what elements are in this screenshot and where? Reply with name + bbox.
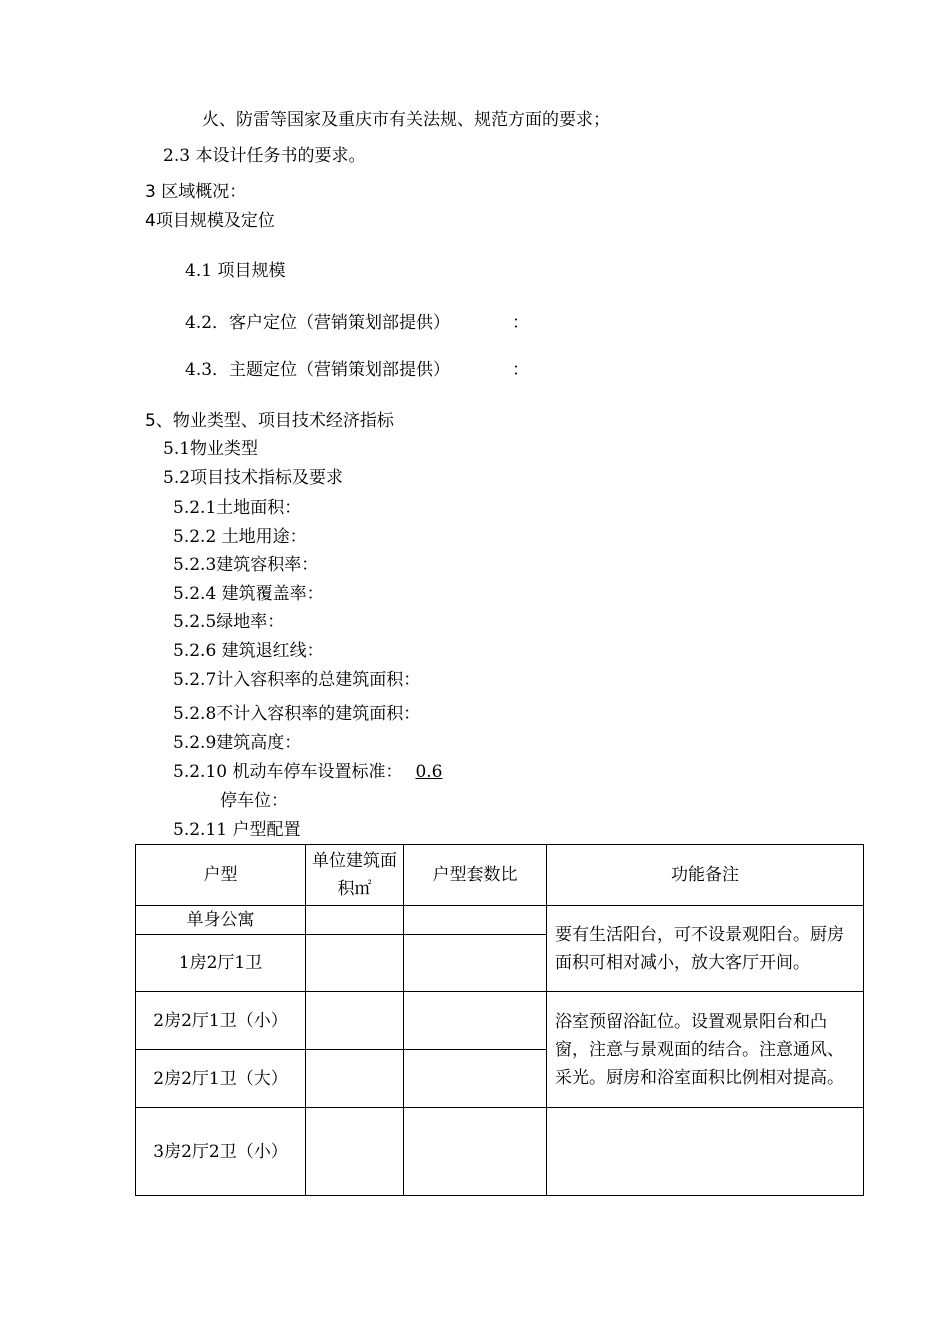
item-number: 5.2.2 <box>173 527 217 547</box>
indicator-item <box>173 639 324 663</box>
indicator-item <box>173 668 420 692</box>
item-number: 5.2.9 <box>173 733 217 753</box>
item-label: 计入容积率的总建筑面积： <box>216 670 421 690</box>
indicator-item <box>173 610 284 634</box>
table-header-row <box>136 845 864 906</box>
section-heading: 4项目规模及定位 <box>145 211 275 231</box>
item-label: 机动车停车设置标准： <box>232 762 403 782</box>
item-label: 户型配置 <box>232 820 301 840</box>
unit-type-cell: 单身公寓 <box>136 906 306 935</box>
indicator-item <box>173 553 318 577</box>
indicator-item <box>173 496 301 520</box>
unit-type-cell: 3房2厅2卫（小） <box>136 1108 306 1196</box>
text-line: 4.3．主题定位（营销策划部提供） <box>185 360 451 380</box>
item-label: 土地面积： <box>216 498 302 518</box>
area-cell <box>306 935 404 992</box>
unit-type-cell: 1房2厅1卫 <box>136 935 306 992</box>
header-cell: 功能备注 <box>547 845 864 906</box>
text-line: 4.1 项目规模 <box>185 261 286 281</box>
text-line: 停车位： <box>220 791 288 811</box>
text-line: 火、防雷等国家及重庆市有关法规、规范方面的要求； <box>202 110 610 130</box>
header-cell: 单位建筑面积㎡ <box>306 845 404 906</box>
item-label: 建筑高度： <box>216 733 302 753</box>
area-cell <box>306 1050 404 1108</box>
area-cell <box>306 906 404 935</box>
item-number: 5.2.11 <box>173 820 228 840</box>
text-line: ： <box>512 360 529 380</box>
indicator-item <box>173 702 420 726</box>
item-number: 5.2.4 <box>173 584 217 604</box>
area-cell <box>306 992 404 1050</box>
note-cell <box>547 1108 864 1196</box>
section-heading: 5、物业类型、项目技术经济指标 <box>145 411 394 431</box>
text-line: ： <box>512 313 529 333</box>
item-number: 5.2.5 <box>173 612 217 632</box>
item-label: 建筑退红线： <box>221 641 324 661</box>
unit-type-cell: 2房2厅1卫（大） <box>136 1050 306 1108</box>
indicator-item <box>173 760 442 784</box>
table-row <box>136 906 864 935</box>
text-line: 4.2．客户定位（营销策划部提供） <box>185 313 451 333</box>
item-number: 5.2.7 <box>173 670 217 690</box>
table-row <box>136 1108 864 1196</box>
unit-type-cell: 2房2厅1卫（小） <box>136 992 306 1050</box>
text-line: 5.1物业类型 <box>163 439 259 459</box>
item-number: 5.2.3 <box>173 555 217 575</box>
table-row <box>136 992 864 1050</box>
unit-type-table <box>135 844 864 1196</box>
item-label: 土地用途： <box>221 527 307 547</box>
indicator-item <box>173 582 324 606</box>
text-line: 2.3 本设计任务书的要求。 <box>163 146 366 166</box>
ratio-cell <box>404 935 547 992</box>
section-heading: 3 区域概况： <box>145 182 247 202</box>
item-number: 5.2.1 <box>173 498 217 518</box>
header-cell: 户型 <box>136 845 306 906</box>
item-number: 5.2.6 <box>173 641 217 661</box>
item-label: 不计入容积率的建筑面积： <box>216 704 421 724</box>
indicator-item <box>173 818 300 842</box>
ratio-cell <box>404 1108 547 1196</box>
ratio-cell <box>404 992 547 1050</box>
indicator-item <box>173 525 307 549</box>
parking-standard-value: 0.6 <box>415 762 443 782</box>
text-line: 5.2项目技术指标及要求 <box>163 468 344 488</box>
item-label: 建筑覆盖率： <box>221 584 324 604</box>
ratio-cell <box>404 1050 547 1108</box>
item-label: 建筑容积率： <box>216 555 319 575</box>
header-cell: 户型套数比 <box>404 845 547 906</box>
note-cell: 要有生活阳台，可不设景观阳台。厨房面积可相对减小，放大客厅开间。 <box>547 906 864 992</box>
indicator-item <box>173 731 301 755</box>
item-number: 5.2.8 <box>173 704 217 724</box>
note-cell: 浴室预留浴缸位。设置观景阳台和凸窗，注意与景观面的结合。注意通风、采光。厨房和浴室面积比例相对提高。 <box>547 992 864 1108</box>
ratio-cell <box>404 906 547 935</box>
area-cell <box>306 1108 404 1196</box>
item-label: 绿地率： <box>216 612 285 632</box>
item-number: 5.2.10 <box>173 762 228 782</box>
